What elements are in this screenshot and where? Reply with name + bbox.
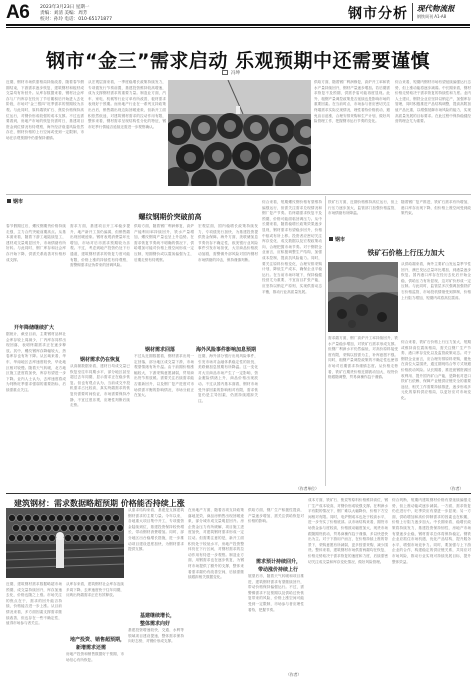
byline [222,70,240,76]
header-date: 2023年3月23日 星期一 [40,5,90,10]
inner-heading: 开年降储继续扩大 [14,325,55,331]
inner-heading: 带动涨价持续上行 [258,567,299,573]
text-column: 从高频数据来看，建材日均成交量已恢复至往年同期水平，部分地区甚至超过去年同期，显示需求正在稳步恢复。但也有观点认为，当前成交中投机需求占比较高，真实终端需求的恢复仍需要时间验证，市场需要保持冷静，不宜过度乐观，应理性判断后续走势。 [70,364,130,408]
text-column: 供给方面，钢厂生产积极性提高，产量逐步增加，需关注供给恢复对价格的影响。 [248,508,304,524]
section-badge [329,236,345,243]
text-column: 据统计，截至目前，主要钢材品种社会库存较上周减少，厂内库存同样出现回落，表明终端需求正在逐步释放。其中，螺纹钢库存降幅较大，热卷库存也有所下降。从区域来看，华东、华南地区去库速度较快，华北地区相对较慢。随着天气转暖，北方地区施工进度将加快，库存有望进一步下降。业内人士认为，去库速度将成为判断旺季需求强弱的重要指标，后续需重点关注。 [6,332,66,392]
text-column: 供给方面，随着钢厂利润修复，高炉开工率和铁水产量持续回升，钢材产量逐步增加。若后期需求恢复不及预期，供需矛盾可能再度显现。此外，粗钢产量调控政策是否延续也是影响市场的重要因素。在当前时点，市场参与者应密切关注终端需求实际兑现情况，理性看待价格波动，避免盲目追涨，合理安排采购和生产计划，做好风险管理工作，把握钢市运行节奏的变化。 [314,80,390,124]
text-column: 从供给端来看，海外主要矿山发运量季节性回升，澳巴发运总量环比增加，到港量逐步恢复。国内港口库存在经历去化后开始企稳，供给压力有所显现，这对矿价形成一定压制。与此同时，监管层多次强调加强铁矿石价格监管，市场投机情绪受到抑制，价格上行阻力增加，短期内或将高位震荡。 [401,262,471,300]
steel-coils-photo [168,80,311,186]
text-column: 基建投资增速较快，交通、水利等领域项目建设提速，整体需求保持向好态势，对钢价形成支撑。 [128,628,184,644]
text-column: 从库存来看，建筑钢材社会库存连续多周下降，去库速度快于往年同期，反映出终端需求正在有效释放。 [66,582,124,598]
rebar-bundles-photo [6,508,124,578]
text-column: 近期，钢材市场供需格局持续改善，随着春节假期结束，下游需求逐步恢复，建筑钢材和板材成交量均有所回升。从库存数据来看，钢材社会库存与厂内库存在经历了节后累积后开始进入去化阶段，市场对“金三银四”旺季需求的预期较为乐观。与此同时，原料端铁矿石、焦炭价格保持高位运行，对钢价形成较强的成本支撑。不过也需要看到，房地产市场的恢复仍需时日，基建项目资金到位情况有待观察，海外经济衰退风险依然存在，钢材价格的上行空间或受到一定限制，市场在乐观预期中仍需保持谨慎。 [6,80,84,140]
inner-heading: 需求预计持续回升， [256,559,302,565]
section-badge-label: 钢市 [13,199,24,205]
credit: （作者） [448,486,464,491]
text-column: 需求端方面，钢厂高炉开工率持续回升，铁水产量稳步增加，对铁矿石需求形成支撑。但钢厂利润水平仍然偏低，对高价原料接受度有限，采购以按需为主，补库意愿不强。同时，粗钢产量调控政策的不确定性也使得市场对后期需求持谨慎态度。从价格走势看，铁矿石期货价格近期波动加大，现货价格跟随调整，贸易商操作趋于谨慎。 [328,336,398,380]
brand-subtitle: 钢铁周刊 A1-A8 [417,14,447,19]
inner-heading: 钢材需求回落 [145,347,176,353]
text-column: 近期，建筑钢材需求数据略超市场预期，成交量持续回升，库存加速去化，价格也随之上涨。市场关注的焦点在于，需求的回升能否持续，价格能否进一步上涨。从目前情况来看，多方面因素支撑需求继续改善，但也存在一些不确定性，值得市场参与者关注。 [6,582,62,626]
inner-heading: 钢材需求仍在恢复 [80,357,121,363]
text-column: 房地产投资和销售数据好于预期，市场信心有所恢复。 [66,652,124,662]
text-column: 宏观层面，国内稳增长政策持续发力，专项债发行加快，为基建投资提供资金保障。海外方面，美联储加息节奏仍存不确定性，欧美银行业风险事件引发市场担忧，大宗商品价格波动加剧，需警惕外部风险对国内钢材市场情绪的冲击，保持谨慎判断。 [198,224,258,262]
newspaper-brand: 现代物流报 [417,4,455,13]
header-editors: 责编：刘清 美编：周芳 [40,11,88,16]
camera-icon [222,70,228,75]
text-column: 综合来看，铁矿石价格上行压力加大，短期或维持高位震荡格局，需关注钢厂生产节奏、港口库存变化以及监管政策动态。对于钢铁企业而言，应合理安排原料采购，避免在高位大量囤货，通过期现结合等方式规避价格波动风险。从长期看，推进废钢资源回收利用、提升国内矿山产能，是降低对进口铁矿石依赖、保障产业链供应链安全的重要途径，相关工作需要持续推进，逐步形成多元化的原料供应格局，以更好应对市场变化。 [401,340,471,400]
text-column: 需求方面，基建项目开工率稳步提升，地产新开工虽仍偏弱，但销售端出现回暖迹象。钢材表观消费量环比增加，市场对后市需求预期较为乐观。不过，考虑到地产投资仍处下行通道，建筑钢材需求的恢复力度可能有限，价格上涨的持续性有待观察，需警惕需求证伪带来的回调风险。 [70,224,130,268]
column-divider [325,196,326,486]
text-column: 综合来看，短期内钢材市场有望延续偏强运行态势，但上涨动能将逐步减弱。中长期来看，钢材价格走势取决于需求恢复的持续性和力度。业内人士建议，钢铁企业应坚持以销定产，加强库存管理，同时积极推进产品结构调整，提高高附加值产品比重，以增强抵御市场风险的能力，实现高质量发展的目标要求。在此过程中保持稳健经营的理念尤为重要。 [395,80,471,124]
text-column: 近期，海外部分银行出现风险事件，引发市场对金融体系稳定性的担忧，美联储加息预期有所降温。这一变化对大宗商品市场产生了一定影响，资金避险情绪上升，商品价格出现波动。不过从国内基本面看，钢材市场受外部因素的影响相对有限，需求恢复仍是主导因素，仍需持续跟踪关注。 [198,354,258,403]
section-title: 钢市分析 [348,6,408,22]
iron-ore-photo [328,262,398,332]
section-divider [6,493,471,494]
inner-heading: 海外风险事件影响加息预期 [196,347,257,353]
section-badge-label: 钢市 [335,237,346,243]
inner-heading: 地产投资、销售超预期， [70,637,126,643]
section-divider [6,194,471,195]
text-column: 在房地产方面，随着各项支持政策落地见效，商品房销售出现回暖迹象，部分城市成交量明显回升。房企资金压力有所缓解，项目施工进度加快，对建筑钢材需求形成一定拉动。但需要注意的是，新开工面积仍处于较低水平，房地产投资整体仍在下行区间，对钢材需求的拉动作用有待进一步观察。制造业方面，用钢需求也在逐步恢复，为钢材市场提供了额外的支撑，整体来看需求端仍有改善空间，后续需继续跟踪相关数据变化。 [188,508,244,580]
section-badge [7,198,23,205]
square-icon [7,199,11,203]
inner-heading: 整体需求向好 [140,621,171,627]
credit: （作者） [286,672,302,677]
building-steel-headline: 建筑钢材：需求数据略超预期 价格能否持续上涨 [14,499,185,508]
page-number: A6 [6,2,30,23]
text-column: 春节假期过后，螺纹钢期货价格持续走强，主力合约突破前期高点。从基本面来看，随着下游工地陆续复工，建材成交量明显回升，市场情绪有所好转。与此同时，钢厂库存和社会库存开始下降，供需关系改善对价格形成支撑。 [6,224,66,262]
page-header [0,0,476,26]
header-rule-thin [6,27,470,28]
inner-heading: 新增需求还需 [76,645,107,651]
square-icon [329,237,333,241]
text-column: 从宏观层面来看，一季度稳增长政策持续发力，专项债发行节奏前置，基建投资维持较高增速，成为支撑钢材需求的重要力量。制造业方面，汽车、家电、机械等行业订单有所改善，板材需求表现好于预期。而房地产行业在一系列支持政策出台后，销售端出现边际回暖迹象，但新开工面积依然低迷，对建筑钢材需求的拉动作用有限，整体来看，钢材需求呈现结构性分化的特征，钢市旺季行情能否延续还需进一步观察确认。 [88,80,166,129]
main-headline: 钢市“金三”需求启动 乐观预期中还需要谨慎 [45,50,431,72]
text-column: 展望后市，随着天气转暖和项目推进，建筑钢材需求有望继续回升，带动价格保持偏强运行。不过，需警惕需求不及预期以及供给过快恢复带来的风险，价格上涨空间可能受到一定限制，市场参与者应理性看待，把握节奏。 [248,574,304,612]
credit: （作者单位） [296,486,319,491]
text-column: 铁矿石方面，近期价格维持高位运行，但上行压力逐步加大，监管部门加强价格监管，市场情绪有所降温。 [328,200,398,216]
text-column: 不过从近期数据看，钢材需求出现一定回落，部分地区成交量下滑，市场观望情绪有所升温。由于前期价格涨幅较大，下游采购意愿减弱，贸易商出货节奏放缓。需要关注后续需求能否重新回升，以及钢厂复产进度对市场供需平衡的影响情况，市场分歧正在加大。 [134,354,194,398]
header-contact: 校对：孙玲 电话：010-65171877 [40,17,113,22]
ore-headline: 铁矿石价格上行压力加大 [367,249,445,257]
header-rule [6,24,470,26]
inner-heading: 基建继续增长， [140,613,176,619]
text-column: 从需求结构来看，基建是支撑建筑钢材需求的主要力量。今年以来，各地重大项目集中开工，专项债资金陆续到位，基建投资保持较快增长，带动钢材消费增加。同时，部分地区出台稳增长措施，进一步推动项目建设进度加快，为钢材需求提供支撑。 [128,508,184,552]
byline-author: 冯坤 [231,71,240,76]
text-column: 成本方面，铁矿石、焦炭等原料价格维持高位，钢厂生产成本较高，对钢价形成较强支撑。在利润水平有限的情况下，钢厂难以大幅降价，价格下方空间相对有限。同时，电炉钢成本也处于较高水平，进一步夯实了价格底部。从市场结构来看，期货市场资金参与度较高，价格波动幅度加大，现货市场跟随期货波动，贸易商操作趋于谨慎，多以快进快出为主。对于下游用户而言，在价格持续上涨的背景下，采购意愿有所减弱，更多按需采购，减少囤货。整体来看，建筑钢材市场供需两端均在恢复，价格走势取决于需求恢复的速度和力度，后续需密切关注成交量和库存变化情况，做好风险管理。 [308,498,388,564]
text-column: 供给方面，随着钢厂利润修复，高炉产能利用率持续回升，铁水产量增加，螺纹钢周产量也呈上升趋势。在需求恢复节奏尚不明确的情况下，供给增加可能对价格上涨空间形成一定压制，短期钢价或以震荡偏强为主，后期走势有待观察。 [134,224,194,262]
rebar-headline: 螺纹钢期价突破前高 [138,213,202,221]
text-column: 综合来看，短期螺纹钢价格有望维持偏强运行，但需关注需求兑现情况和钢厂复产节奏。若终端需求恢复不及预期，价格可能面临回调压力。从中长期来看，随着稳增长政策效果逐步显现，钢材需求有望稳步回升，价格中枢或有所上移。投资者应密切关注库存变化、成交数据以及宏观政策动向，合理把握市场节奏。对于钢铁企业而言，应积极调整生产结构，加强成本控制，提高抗风险能力。同时，要关注原料价格变化，合理安排采购计划，降低生产成本，确保企业平稳运行。在当前市场环境下，保持稳健经营尤为重要，不宜盲目扩张产能，应坚持以销定产原则，实现供需动态平衡，推动行业高质量发展。 [262,200,322,294]
header-meta [40,5,112,23]
text-column: 综合判断，短期内建筑钢材价格有望延续偏强走势，但上涨动能或逐步减弱。一方面，需求恢复仍在进行中，旺季效应有望进一步显现；另一方面，供给增加和高价抑制需求的因素也在积累，价格上行阻力逐步加大。中长期来看，稳增长政策将持续发力，基建投资保持韧性，房地产市场有望逐步企稳，钢材需求总体将保持稳定。钢铁企业应抓住市场机遇，优化产品结构，提升服务水平，增强市场竞争力。同时，要加强与上下游企业的合作，构建稳定的供应链关系，共同应对市场风险，推动行业实现可持续发展目标，提升整体效益。 [392,498,471,564]
brand-box [412,3,470,21]
text-column: 随着钢厂复产推进，铁矿石需求有所增加，港口库存出现下降，但价格上涨空间受到政策约束。 [401,200,471,216]
